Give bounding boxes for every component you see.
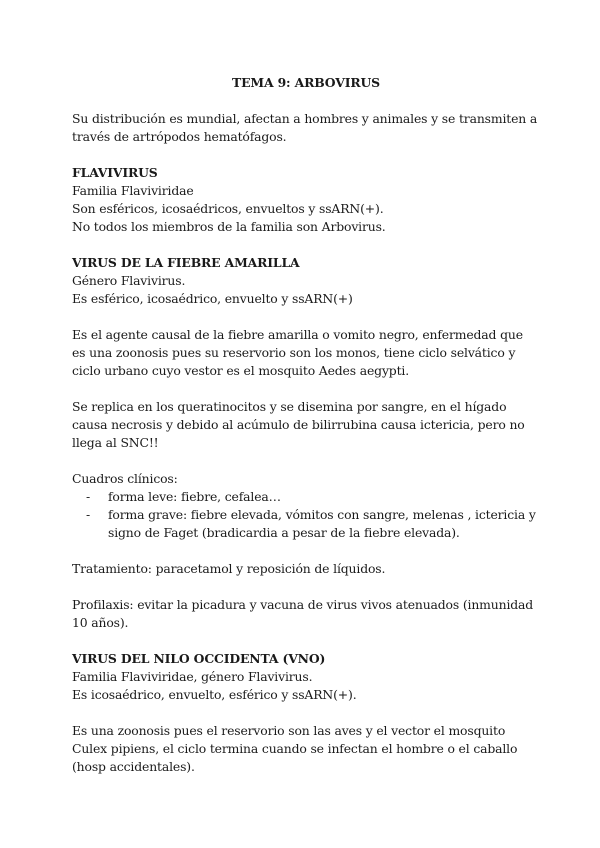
list-item-text: forma grave: fiebre elevada, vómitos con sangre, melenas , ictericia y signo de Faget (bradicardia a pesar de la fiebre elevada). bbox=[108, 507, 536, 540]
fiebre-amarilla-line: Es esférico, icosaédrico, envuelto y ssARN(+) bbox=[72, 291, 353, 306]
profilaxis-paragraph: Profilaxis: evitar la picadura y vacuna de virus vivos atenuados (inmunidad 10 años). bbox=[72, 597, 534, 630]
fiebre-amarilla-section bbox=[72, 254, 540, 308]
nilo-section bbox=[72, 650, 540, 704]
fiebre-amarilla-paragraph: Es el agente causal de la fiebre amarilla o vomito negro, enfermedad que es una zoonosis pues su reservorio son los monos, tiene ciclo selvático y ciclo urbano cuyo vestor es el mosquito Aedes aegypti. bbox=[72, 327, 523, 378]
list-item bbox=[72, 506, 540, 542]
flavivirus-heading: FLAVIVIRUS bbox=[72, 165, 158, 180]
list-item-text: forma leve: fiebre, cefalea… bbox=[108, 489, 281, 504]
document-title: TEMA 9: ARBOVIRUS bbox=[232, 75, 380, 90]
flavivirus-section bbox=[72, 164, 540, 236]
list-item bbox=[72, 488, 540, 506]
cuadros-list bbox=[72, 488, 540, 542]
flavivirus-line: Familia Flaviviridae bbox=[72, 183, 194, 198]
bullet-dash: - bbox=[86, 489, 91, 504]
flavivirus-line: No todos los miembros de la familia son Arbovirus. bbox=[72, 219, 386, 234]
nilo-heading: VIRUS DEL NILO OCCIDENTA (VNO) bbox=[72, 651, 326, 666]
nilo-line: Familia Flaviviridae, género Flavivirus. bbox=[72, 669, 313, 684]
fiebre-amarilla-line: Género Flavivirus. bbox=[72, 273, 186, 288]
bullet-dash: - bbox=[86, 507, 91, 522]
fiebre-amarilla-heading: VIRUS DE LA FIEBRE AMARILLA bbox=[72, 255, 300, 270]
nilo-paragraph: Es una zoonosis pues el reservorio son las aves y el vector el mosquito Culex pipiens, el ciclo termina cuando se infectan el hombre o el caballo (hosp accidentales). bbox=[72, 723, 518, 774]
intro-paragraph: Su distribución es mundial, afectan a hombres y animales y se transmiten a través de artrópodos hematófagos. bbox=[72, 111, 538, 144]
cuadros-label: Cuadros clínicos: bbox=[72, 471, 178, 486]
flavivirus-line: Son esféricos, icosaédricos, envueltos y ssARN(+). bbox=[72, 201, 384, 216]
document-page bbox=[72, 74, 540, 794]
fiebre-amarilla-paragraph: Se replica en los queratinocitos y se disemina por sangre, en el hígado causa necrosis y debido al acúmulo de bilirrubina causa ictericia, pero no llega al SNC!! bbox=[72, 399, 525, 450]
tratamiento-paragraph: Tratamiento: paracetamol y reposición de líquidos. bbox=[72, 561, 386, 576]
nilo-line: Es icosaédrico, envuelto, esférico y ssARN(+). bbox=[72, 687, 357, 702]
